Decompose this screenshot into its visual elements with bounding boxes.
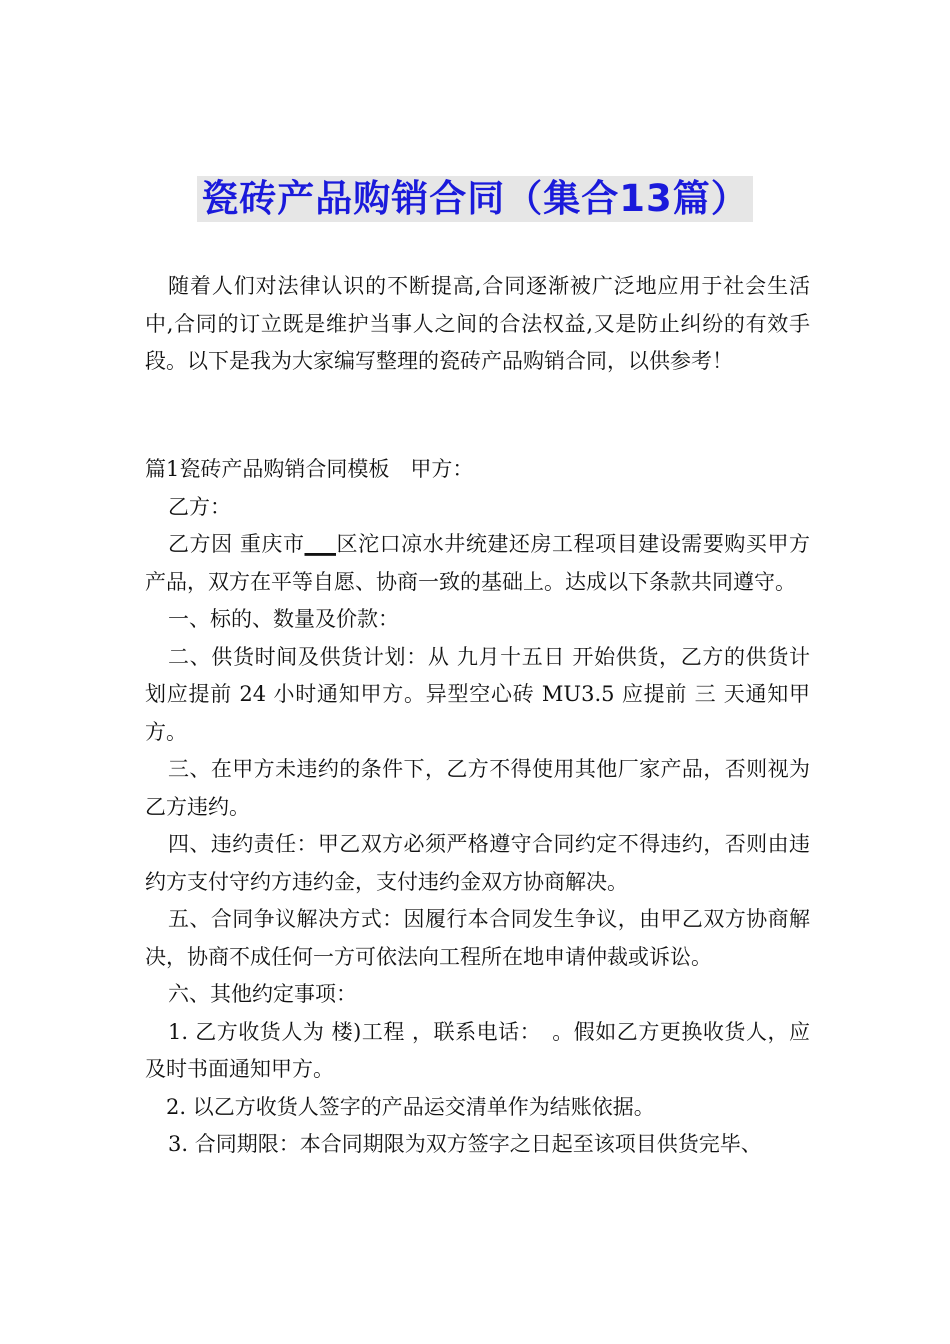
document-title: 瓷砖产品购销合同（集合13篇）: [197, 176, 753, 222]
purpose-text-start: 乙方因 重庆市: [168, 532, 305, 556]
item-2: 2. 以乙方收货人签字的产品运交清单作为结账依据。: [166, 1094, 655, 1119]
contract-body: [145, 451, 810, 1164]
title-wrap: [0, 176, 950, 222]
clause-2: 二、供货时间及供货计划：从 九月十五日 开始供货，乙方的供货计划应提前 24 小时通知甲方。异型空心砖 MU3.5 应提前 三 天通知甲方。: [145, 644, 810, 744]
item-1: 1. 乙方收货人为 楼)工程 ，联系电话： 。假如乙方更换收货人，应及时书面通知甲方。: [145, 1019, 810, 1081]
clause-3: 三、在甲方未违约的条件下，乙方不得使用其他厂家产品，否则视为乙方违约。: [145, 757, 810, 819]
clause-1: 一、标的、数量及价款：: [168, 607, 399, 631]
purpose-paragraph: [145, 526, 810, 601]
clause-5: 五、合同争议解决方式：因履行本合同发生争议，由甲乙双方协商解决，协商不成任何一方可依法向工程所在地申请仲裁或诉讼。: [145, 907, 810, 969]
item-3: 3. 合同期限：本合同期限为双方签字之日起至该项目供货完毕、: [168, 1132, 762, 1156]
district-blank: ___: [304, 532, 336, 556]
clause-4: 四、违约责任：甲乙双方必须严格遵守合同约定不得违约，否则由违约方支付守约方违约金，支付违约金双方协商解决。: [145, 832, 810, 894]
section-heading: 篇1瓷砖产品购销合同模板 甲方：: [145, 457, 474, 481]
party-b-line: 乙方：: [168, 494, 231, 519]
clause-6: 六、其他约定事项：: [168, 982, 357, 1006]
purpose-text-end: 区沱口凉水井统建还房工程项目建设需要购买甲方产品，双方在平等自愿、协商一致的基础上。达成以下条款共同遵守。: [145, 532, 810, 594]
intro-paragraph: 随着人们对法律认识的不断提高,合同逐渐被广泛地应用于社会生活中,合同的订立既是维护当事人之间的合法权益,又是防止纠纷的有效手段。以下是我为大家编写整理的瓷砖产品购销合同，以供参考！: [145, 274, 810, 373]
